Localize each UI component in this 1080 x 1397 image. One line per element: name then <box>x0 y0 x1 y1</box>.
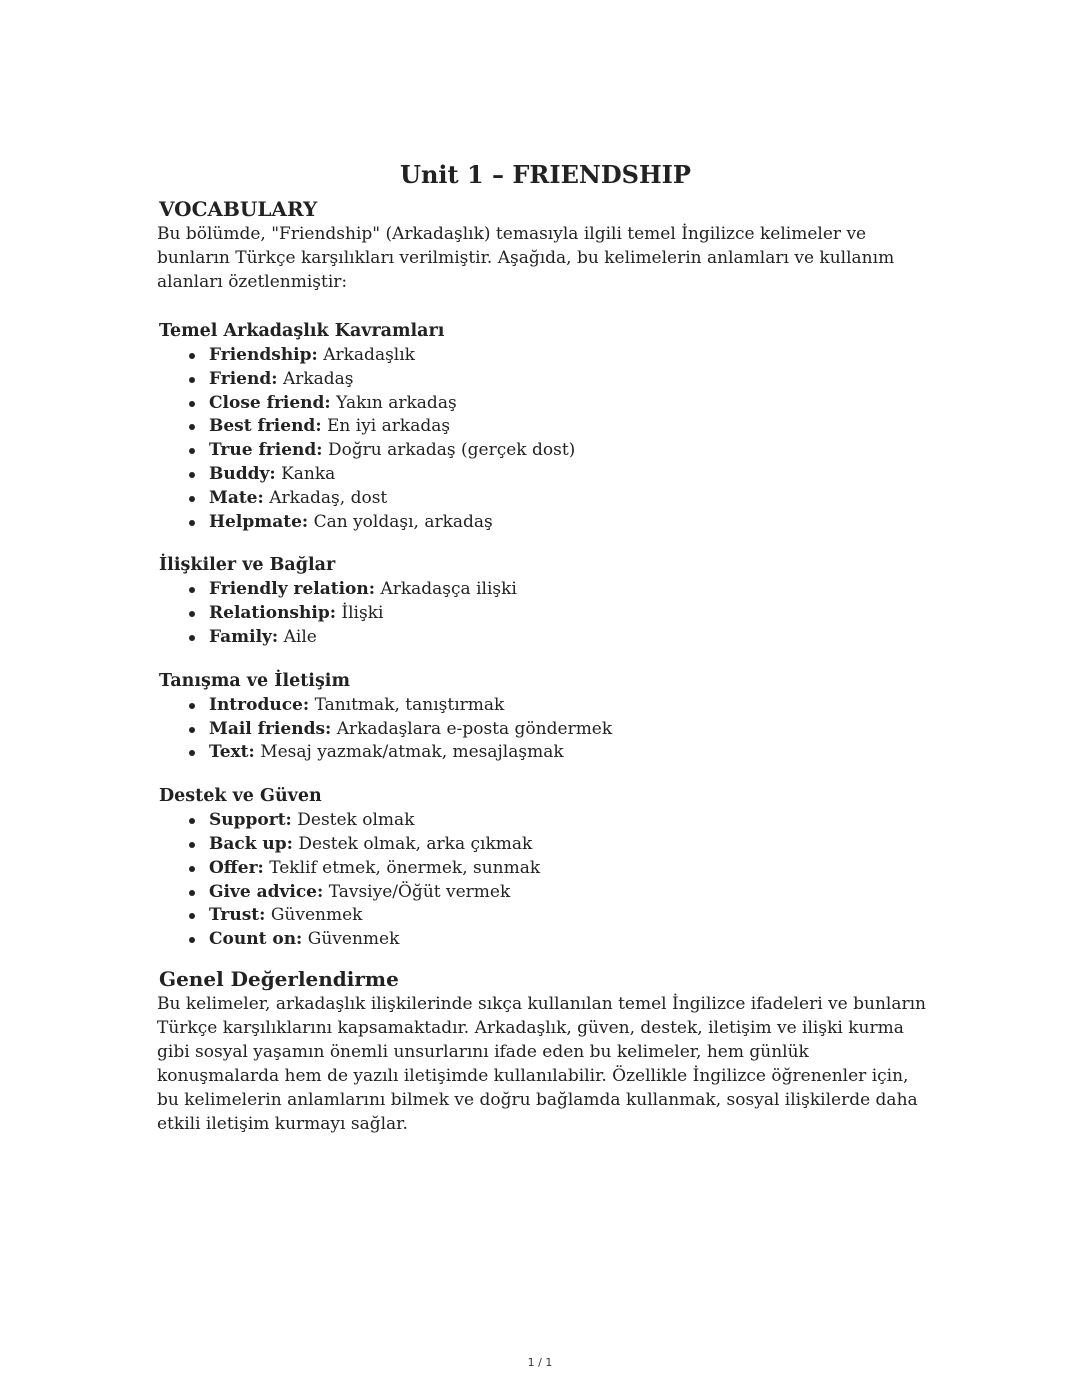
list-item <box>185 344 932 368</box>
bullet-icon <box>189 818 195 824</box>
list-item <box>185 511 932 535</box>
spacer <box>157 534 932 552</box>
vocab-meaning: En iyi arkadaş <box>327 416 451 437</box>
list-item <box>185 881 932 905</box>
vocabulary-intro: Bu bölümde, "Friendship" (Arkadaşlık) temasıyla ilgili temel İngilizce kelimeler ve bunların Türkçe karşılıkları verilmiştir. Aşağıda, bu kelimelerin anlamları ve kullanım alanları özetlenmiştir: <box>157 224 895 292</box>
section-heading: Destek ve Güven <box>159 786 322 807</box>
spacer <box>157 294 932 318</box>
list-item <box>185 833 932 857</box>
section-heading: Temel Arkadaşlık Kavramları <box>159 321 445 341</box>
bullet-icon <box>189 635 195 641</box>
list-item <box>185 809 932 833</box>
bullet-icon <box>189 750 195 756</box>
summary-heading: Genel Değerlendirme <box>159 966 399 991</box>
bullet-icon <box>189 611 195 617</box>
list-item <box>185 578 932 602</box>
vocab-term: True friend: <box>209 440 323 461</box>
section-heading: Tanışma ve İletişim <box>159 670 350 691</box>
list-item <box>185 626 932 650</box>
list-item <box>185 439 932 463</box>
vocab-term: Family: <box>209 626 279 647</box>
bullet-icon <box>189 727 195 733</box>
bullet-icon <box>189 496 195 502</box>
vocab-term: Friend: <box>209 368 278 389</box>
bullet-icon <box>189 401 195 407</box>
bullet-icon <box>189 377 195 383</box>
bullet-icon <box>189 890 195 896</box>
bullet-icon <box>189 866 195 872</box>
list-item <box>185 392 932 416</box>
vocab-term: Relationship: <box>209 603 336 624</box>
vocab-meaning: Yakın arkadaş <box>336 392 457 413</box>
section-heading: İlişkiler ve Bağlar <box>159 555 336 576</box>
list-item <box>185 487 932 511</box>
list-item <box>185 368 932 392</box>
bullet-icon <box>189 842 195 848</box>
vocab-meaning: Güvenmek <box>270 905 363 926</box>
section-temel-arkadaslik <box>157 318 932 534</box>
list-item <box>185 694 932 718</box>
vocab-term: Give advice: <box>209 881 324 902</box>
vocab-term: Friendship: <box>209 345 318 365</box>
list-item <box>185 928 932 952</box>
vocab-meaning: Can yoldaşı, arkadaş <box>313 511 493 532</box>
vocab-meaning: Destek olmak <box>297 810 415 831</box>
section-iliskiler <box>157 552 932 649</box>
vocab-meaning: Tavsiye/Öğüt vermek <box>328 881 511 902</box>
vocab-term: Mate: <box>209 487 264 508</box>
bullet-icon <box>189 448 195 454</box>
summary-text: Bu kelimeler, arkadaşlık ilişkilerinde sıkça kullanılan temel İngilizce ifadeleri ve bunların Türkçe karşılıklarını kapsamaktadır. Arkadaşlık, güven, destek, iletişim ve ilişki kurma gibi sosyal yaşamın önemli unsurlarını ifade eden bu kelimeler, hem günlük konuşmalarda hem de yazılı iletişimde kullanılabilir. Özellikle İngilizce öğrenenler için, bu kelimelerin anlamlarını bilmek ve doğru bağlamda kullanmak, sosyal ilişkilerde daha etkili iletişim kurmayı sağlar. <box>157 993 926 1134</box>
bullet-icon <box>189 587 195 593</box>
list-item <box>185 415 932 439</box>
vocab-meaning: Mesaj yazmak/atmak, mesajlaşmak <box>260 742 564 763</box>
vocab-term: Buddy: <box>209 463 276 484</box>
vocab-term: Friendly relation: <box>209 579 376 600</box>
vocab-meaning: Doğru arkadaş (gerçek dost) <box>327 440 576 461</box>
bullet-icon <box>189 703 195 709</box>
list-item <box>185 463 932 487</box>
vocab-term: Offer: <box>209 857 264 878</box>
vocab-list <box>157 344 932 534</box>
vocab-meaning: Arkadaşlara e-posta göndermek <box>336 718 613 739</box>
vocab-term: Count on: <box>209 929 303 950</box>
list-item <box>185 718 932 742</box>
vocab-term: Mail friends: <box>209 718 332 739</box>
vocab-meaning: İlişki <box>341 603 384 624</box>
vocab-meaning: Tanıtmak, tanıştırmak <box>314 694 505 715</box>
vocab-meaning: Destek olmak, arka çıkmak <box>298 833 533 854</box>
list-item <box>185 857 932 881</box>
vocab-term: Text: <box>209 742 255 763</box>
vocab-meaning: Arkadaş <box>282 368 354 389</box>
vocab-meaning: Arkadaşça ilişki <box>380 579 517 600</box>
vocab-meaning: Arkadaş, dost <box>269 487 388 508</box>
document-content <box>157 158 932 1136</box>
section-tanisma <box>157 668 932 765</box>
vocab-meaning: Güvenmek <box>307 929 400 950</box>
vocab-term: Trust: <box>209 905 266 926</box>
vocab-meaning: Kanka <box>281 463 336 484</box>
vocab-list <box>157 694 932 765</box>
page-indicator: 1 / 1 <box>527 1356 553 1369</box>
section-destek <box>157 783 932 952</box>
spacer <box>157 650 932 668</box>
vocab-meaning: Arkadaşlık <box>323 345 415 365</box>
vocab-term: Support: <box>209 810 292 831</box>
bullet-icon <box>189 424 195 430</box>
list-item <box>185 602 932 626</box>
bullet-icon <box>189 913 195 919</box>
vocab-term: Back up: <box>209 833 293 854</box>
bullet-icon <box>189 472 195 478</box>
spacer <box>157 952 932 966</box>
bullet-icon <box>189 353 195 359</box>
vocab-meaning: Aile <box>283 626 317 647</box>
list-item <box>185 904 932 928</box>
vocab-meaning: Teklif etmek, önermek, sunmak <box>269 857 541 878</box>
bullet-icon <box>189 937 195 943</box>
bullet-icon <box>189 520 195 526</box>
spacer <box>157 765 932 783</box>
vocab-list <box>157 578 932 649</box>
vocab-term: Close friend: <box>209 392 331 413</box>
list-item <box>185 741 932 765</box>
vocab-term: Introduce: <box>209 694 310 715</box>
vocab-term: Best friend: <box>209 416 322 437</box>
document-title: Unit 1 – FRIENDSHIP <box>400 160 691 189</box>
vocabulary-heading: VOCABULARY <box>159 197 318 221</box>
vocab-list <box>157 809 932 952</box>
vocab-term: Helpmate: <box>209 511 309 532</box>
